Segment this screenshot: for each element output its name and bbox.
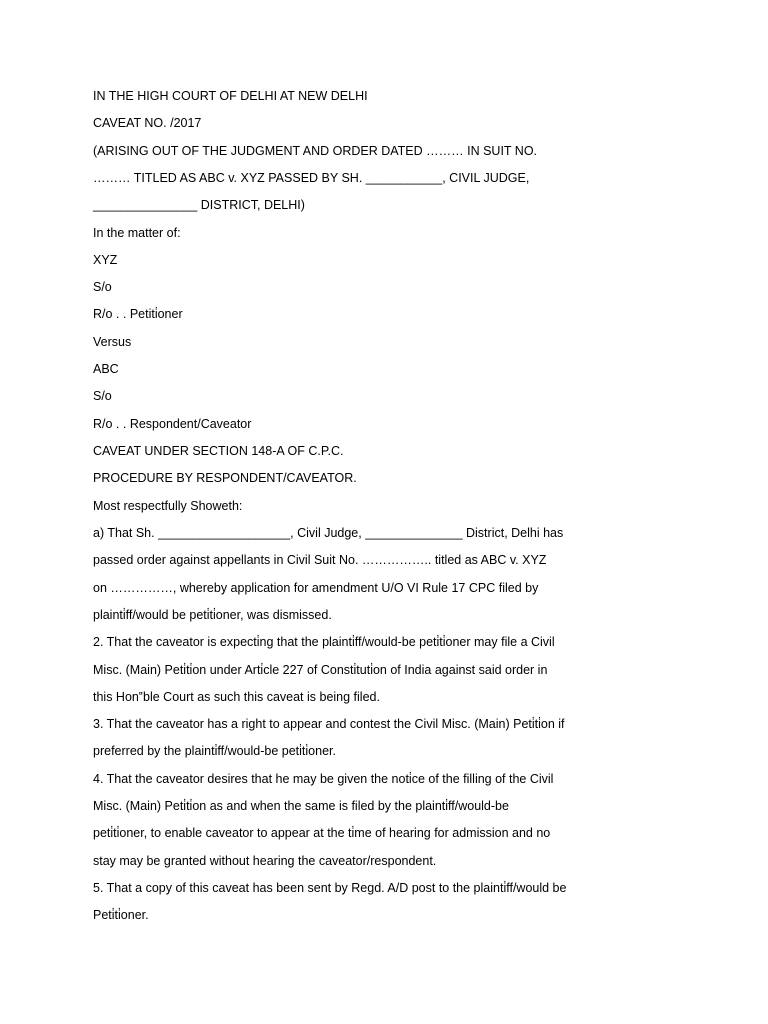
- petitioner-son-of: S/o: [93, 280, 112, 294]
- arising-out-line-3: _______________ DISTRICT, DELHI): [93, 198, 305, 212]
- caveat-section-heading: CAVEAT UNDER SECTION 148-A OF C.P.C.: [93, 444, 344, 458]
- in-the-matter-of: In the matter of:: [93, 226, 181, 240]
- paragraph-3-line-1: 3. That the caveator has a right to appear and contest the Civil Misc. (Main) Peti̇ti̇on if: [93, 717, 565, 731]
- procedure-heading: PROCEDURE BY RESPONDENT/CAVEATOR.: [93, 471, 357, 485]
- paragraph-5-line-1: 5. That a copy of this caveat has been sent by Regd. A/D post to the plainti̇ff/would be: [93, 881, 567, 895]
- respondent-name: ABC: [93, 362, 119, 376]
- paragraph-a-line-1: a) That Sh. ___________________, Civil Judge, ______________ District, Delhi has: [93, 526, 564, 540]
- court-heading: IN THE HIGH COURT OF DELHI AT NEW DELHI: [93, 89, 368, 103]
- paragraph-4-line-1: 4. That the caveator desires that he may be given the noti̇ce of the filling of the Civil: [93, 772, 554, 786]
- respondent-son-of: S/o: [93, 389, 112, 403]
- paragraph-2-line-3: this Hon‟ble Court as such this caveat is being filed.: [93, 690, 380, 704]
- paragraph-2-line-1: 2. That the caveator is expecti̇ng that the plainti̇ff/would-be peti̇ti̇oner may file a Civil: [93, 635, 555, 649]
- paragraph-4-line-3: peti̇ti̇oner, to enable caveator to appear at the ti̇me of hearing for admission and no: [93, 826, 551, 840]
- petitioner-residence: R/o . . Petiti̇oner: [93, 307, 183, 321]
- arising-out-line-1: (ARISING OUT OF THE JUDGMENT AND ORDER DATED ……… IN SUIT NO.: [93, 144, 538, 158]
- paragraph-5-line-2: Peti̇ti̇oner.: [93, 908, 149, 922]
- paragraph-a-line-3: on ……………, whereby application for amendment U/O VI Rule 17 CPC filed by: [93, 581, 539, 595]
- versus: Versus: [93, 335, 132, 349]
- paragraph-4-line-2: Misc. (Main) Peti̇ti̇on as and when the same is filed by the plainti̇ff/would-be: [93, 799, 509, 813]
- paragraph-a-line-4: plainti̇ff/would be peti̇ti̇oner, was dismissed.: [93, 608, 332, 622]
- respondent-residence: R/o . . Respondent/Caveator: [93, 417, 252, 431]
- petitioner-name: XYZ: [93, 253, 118, 267]
- paragraph-a-line-2: passed order against appellants in Civil Suit No. …………….. titled as ABC v. XYZ: [93, 553, 547, 567]
- caveat-number: CAVEAT NO. /2017: [93, 116, 202, 130]
- paragraph-3-line-2: preferred by the plainti̇ff/would-be peti̇ti̇oner.: [93, 744, 336, 758]
- showeth-line: Most respectfully Showeth:: [93, 499, 243, 513]
- paragraph-4-line-4: stay may be granted without hearing the caveator/respondent.: [93, 854, 437, 868]
- arising-out-line-2: ……… TITLED AS ABC v. XYZ PASSED BY SH. ___________, CIVIL JUDGE,: [93, 171, 530, 185]
- paragraph-2-line-2: Misc. (Main) Peti̇ti̇on under Arti̇cle 227 of Consti̇tuti̇on of India against said order in: [93, 663, 548, 677]
